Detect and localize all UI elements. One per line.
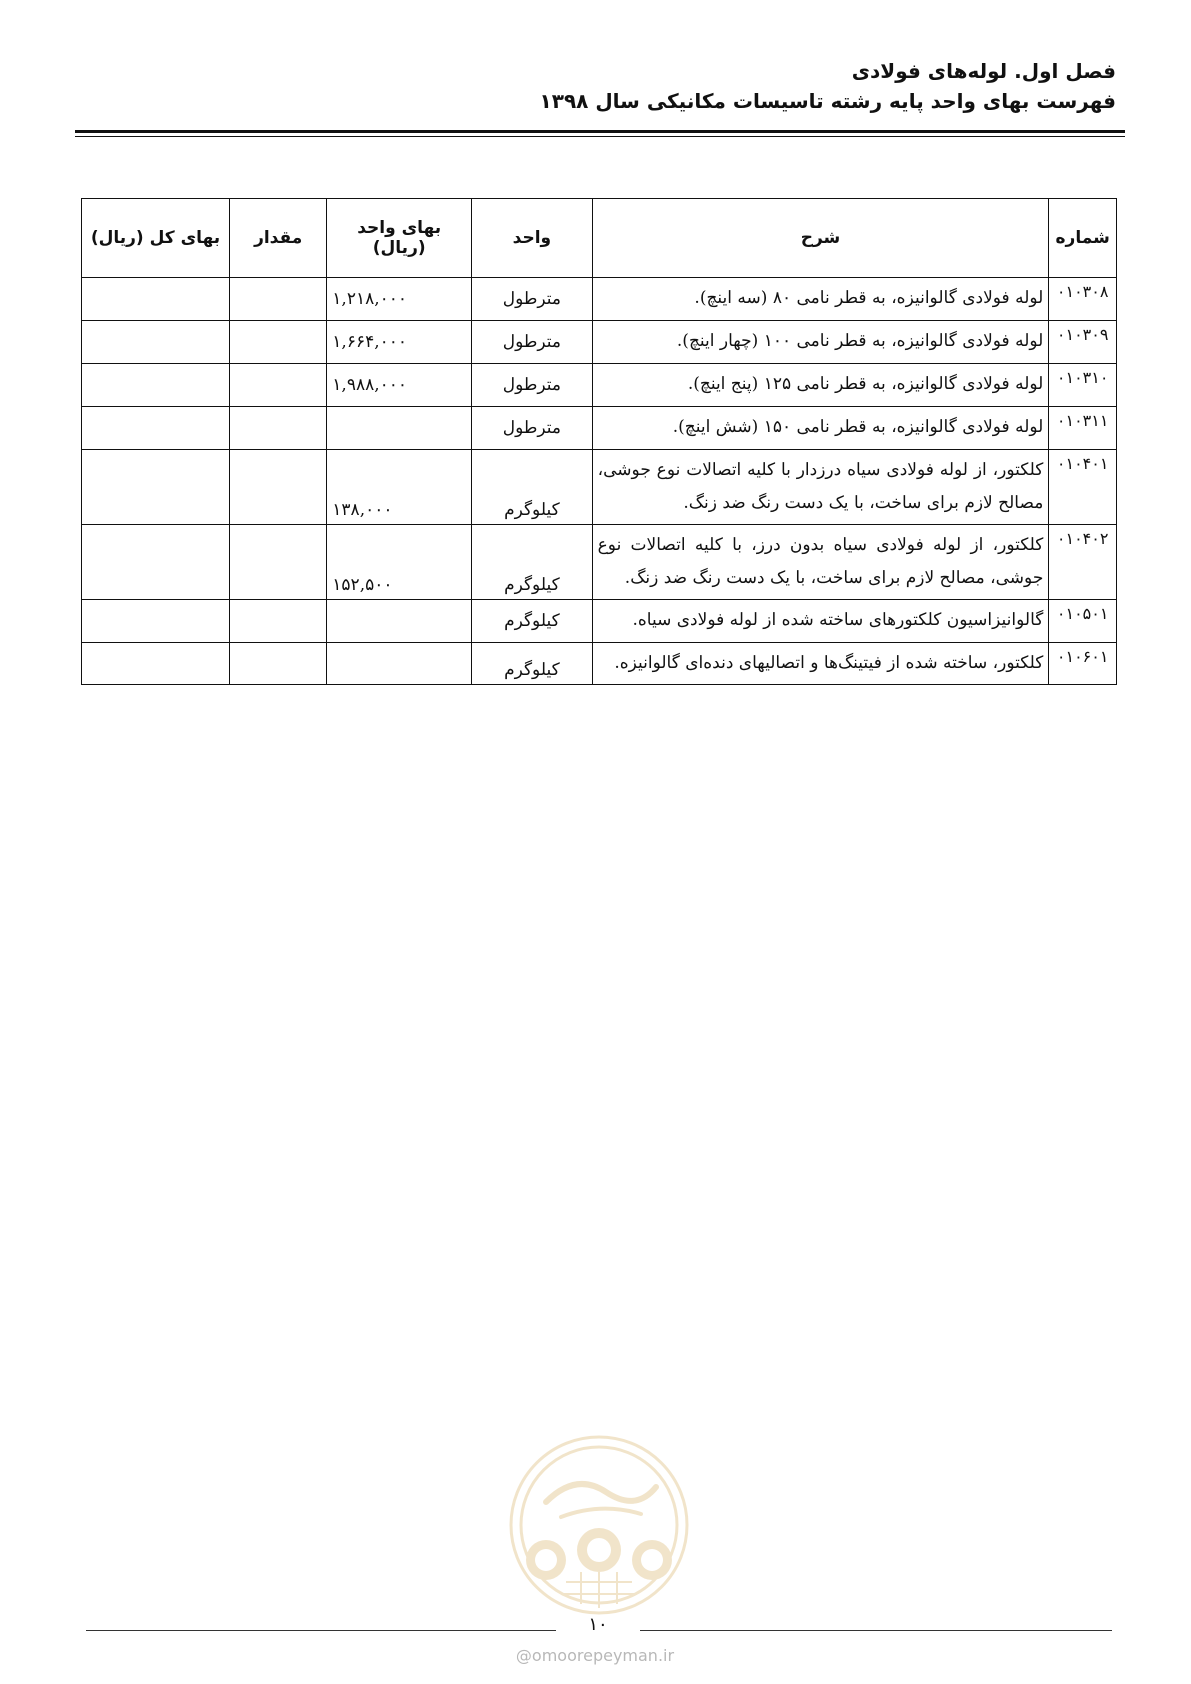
table-row xyxy=(82,407,1117,450)
row-unit-price: ۱۵۲,۵۰۰ xyxy=(327,525,472,600)
row-total xyxy=(82,600,230,643)
row-unit: مترطول xyxy=(472,407,593,450)
row-description: کلکتور، از لوله فولادی سیاه درزدار با کلیه اتصالات نوع جوشی، مصالح لازم برای ساخت، با یک دست رنگ ضد زنگ. xyxy=(592,450,1049,525)
row-quantity xyxy=(230,450,327,525)
header-unit-price-currency: (ریال) xyxy=(372,238,426,258)
page-header xyxy=(66,56,1116,116)
row-number: ۰۱۰۳۱۰ xyxy=(1049,364,1117,407)
row-unit-price xyxy=(327,407,472,450)
header-rule-thin xyxy=(75,136,1125,137)
row-unit-price xyxy=(327,600,472,643)
row-unit-price: ۱۳۸,۰۰۰ xyxy=(327,450,472,525)
row-total xyxy=(82,450,230,525)
row-total xyxy=(82,364,230,407)
header-quantity: مقدار xyxy=(230,199,327,278)
row-description: لوله فولادی گالوانیزه، به قطر نامی ۸۰ (سه اینچ). xyxy=(592,278,1049,321)
row-number: ۰۱۰۴۰۲ xyxy=(1049,525,1117,600)
row-quantity xyxy=(230,321,327,364)
row-description: کلکتور، از لوله فولادی سیاه بدون درز، با کلیه اتصالات نوع جوشی، مصالح لازم برای ساخت، با یک دست رنگ ضد زنگ. xyxy=(592,525,1049,600)
row-unit-price: ۱,۲۱۸,۰۰۰ xyxy=(327,278,472,321)
row-total xyxy=(82,525,230,600)
row-number: ۰۱۰۴۰۱ xyxy=(1049,450,1117,525)
row-total xyxy=(82,278,230,321)
table-row xyxy=(82,364,1117,407)
row-total xyxy=(82,321,230,364)
row-number: ۰۱۰۵۰۱ xyxy=(1049,600,1117,643)
row-quantity xyxy=(230,407,327,450)
header-unit: واحد xyxy=(472,199,593,278)
footer-rule-right xyxy=(640,1630,1112,1631)
page-number: ۱۰ xyxy=(588,1614,608,1635)
header-number: شماره xyxy=(1049,199,1117,278)
table-row xyxy=(82,321,1117,364)
table-row xyxy=(82,643,1117,685)
row-unit: مترطول xyxy=(472,321,593,364)
header-rule-thick xyxy=(75,130,1125,133)
row-unit-price: ۱,۶۶۴,۰۰۰ xyxy=(327,321,472,364)
row-unit: کیلوگرم xyxy=(472,600,593,643)
row-number: ۰۱۰۳۰۸ xyxy=(1049,278,1117,321)
document-title: فهرست بهای واحد پایه رشته تاسیسات مکانیکی سال ۱۳۹۸ xyxy=(539,89,1116,113)
row-description: گالوانیزاسیون کلکتورهای ساخته شده از لوله فولادی سیاه. xyxy=(592,600,1049,643)
row-unit: کیلوگرم xyxy=(472,643,593,685)
row-quantity xyxy=(230,525,327,600)
row-quantity xyxy=(230,600,327,643)
footer-rule-left xyxy=(86,1630,556,1631)
row-unit: کیلوگرم xyxy=(472,450,593,525)
omoorepeyman-seal-logo-icon xyxy=(506,1432,692,1618)
table-row xyxy=(82,278,1117,321)
row-number: ۰۱۰۳۰۹ xyxy=(1049,321,1117,364)
website-watermark: @omoorepeyman.ir xyxy=(515,1646,675,1665)
row-unit: کیلوگرم xyxy=(472,525,593,600)
header-unit-price-label: بهای واحد xyxy=(357,218,442,238)
row-number: ۰۱۰۶۰۱ xyxy=(1049,643,1117,685)
table-row xyxy=(82,450,1117,525)
price-list-table xyxy=(81,198,1117,685)
chapter-title: فصل اول. لوله‌های فولادی xyxy=(851,59,1116,83)
table-row xyxy=(82,525,1117,600)
row-unit-price xyxy=(327,643,472,685)
row-unit-price: ۱,۹۸۸,۰۰۰ xyxy=(327,364,472,407)
header-unit-price xyxy=(327,199,472,278)
row-unit: مترطول xyxy=(472,278,593,321)
row-description: لوله فولادی گالوانیزه، به قطر نامی ۱۵۰ (شش اینچ). xyxy=(592,407,1049,450)
row-number: ۰۱۰۳۱۱ xyxy=(1049,407,1117,450)
row-total xyxy=(82,643,230,685)
table-row xyxy=(82,600,1117,643)
row-quantity xyxy=(230,643,327,685)
row-quantity xyxy=(230,278,327,321)
row-description: لوله فولادی گالوانیزه، به قطر نامی ۱۲۵ (پنج اینچ). xyxy=(592,364,1049,407)
table-header-row xyxy=(82,199,1117,278)
row-description: لوله فولادی گالوانیزه، به قطر نامی ۱۰۰ (چهار اینچ). xyxy=(592,321,1049,364)
header-description: شرح xyxy=(592,199,1049,278)
row-unit: مترطول xyxy=(472,364,593,407)
row-description: کلکتور، ساخته شده از فیتینگ‌ها و اتصالیهای دنده‌ای گالوانیزه. xyxy=(592,643,1049,685)
header-total-price: بهای کل (ریال) xyxy=(82,199,230,278)
row-quantity xyxy=(230,364,327,407)
row-total xyxy=(82,407,230,450)
